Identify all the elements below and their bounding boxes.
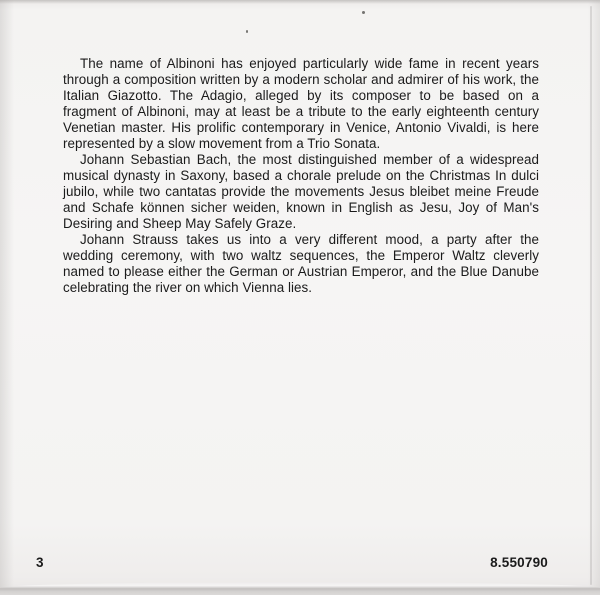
page-bottom-shadow [0,582,600,595]
print-speck [362,11,365,14]
catalog-number: 8.550790 [490,555,548,570]
page-top-edge [0,0,600,4]
liner-notes-text [63,56,539,296]
page-left-edge [0,0,14,595]
page-right-edge-line [590,6,592,585]
page-right-edge [588,0,600,595]
paragraph-bach: Johann Sebastian Bach, the most distinguished member of a widespread musical dynasty in Saxony, based a chorale prelude on the Christmas In dulci jubilo, while two cantatas provide the movements Jesus bleibet meine Freude and Schafe können sicher weiden, known in English as Jesu, Joy of Man's Desiring and Sheep May Safely Graze. [63,152,539,231]
paragraph-albinoni: The name of Albinoni has enjoyed particularly wide fame in recent years through a composition written by a modern scholar and admirer of his work, the Italian Giazotto. The Adagio, alleged by its composer to be based on a fragment of Albinoni, may at least be a tribute to the early eighteenth century Venetian master. His prolific contemporary in Venice, Antonio Vivaldi, is here represented by a slow movement from a Trio Sonata. [63,56,539,151]
paragraph-strauss: Johann Strauss takes us into a very different mood, a party after the wedding ceremony, with two waltz sequences, the Emperor Waltz cleverly named to please either the German or Austrian Emperor, and the Blue Danube celebrating the river on which Vienna lies. [63,232,539,295]
page-number: 3 [36,555,44,570]
print-speck [246,30,248,33]
